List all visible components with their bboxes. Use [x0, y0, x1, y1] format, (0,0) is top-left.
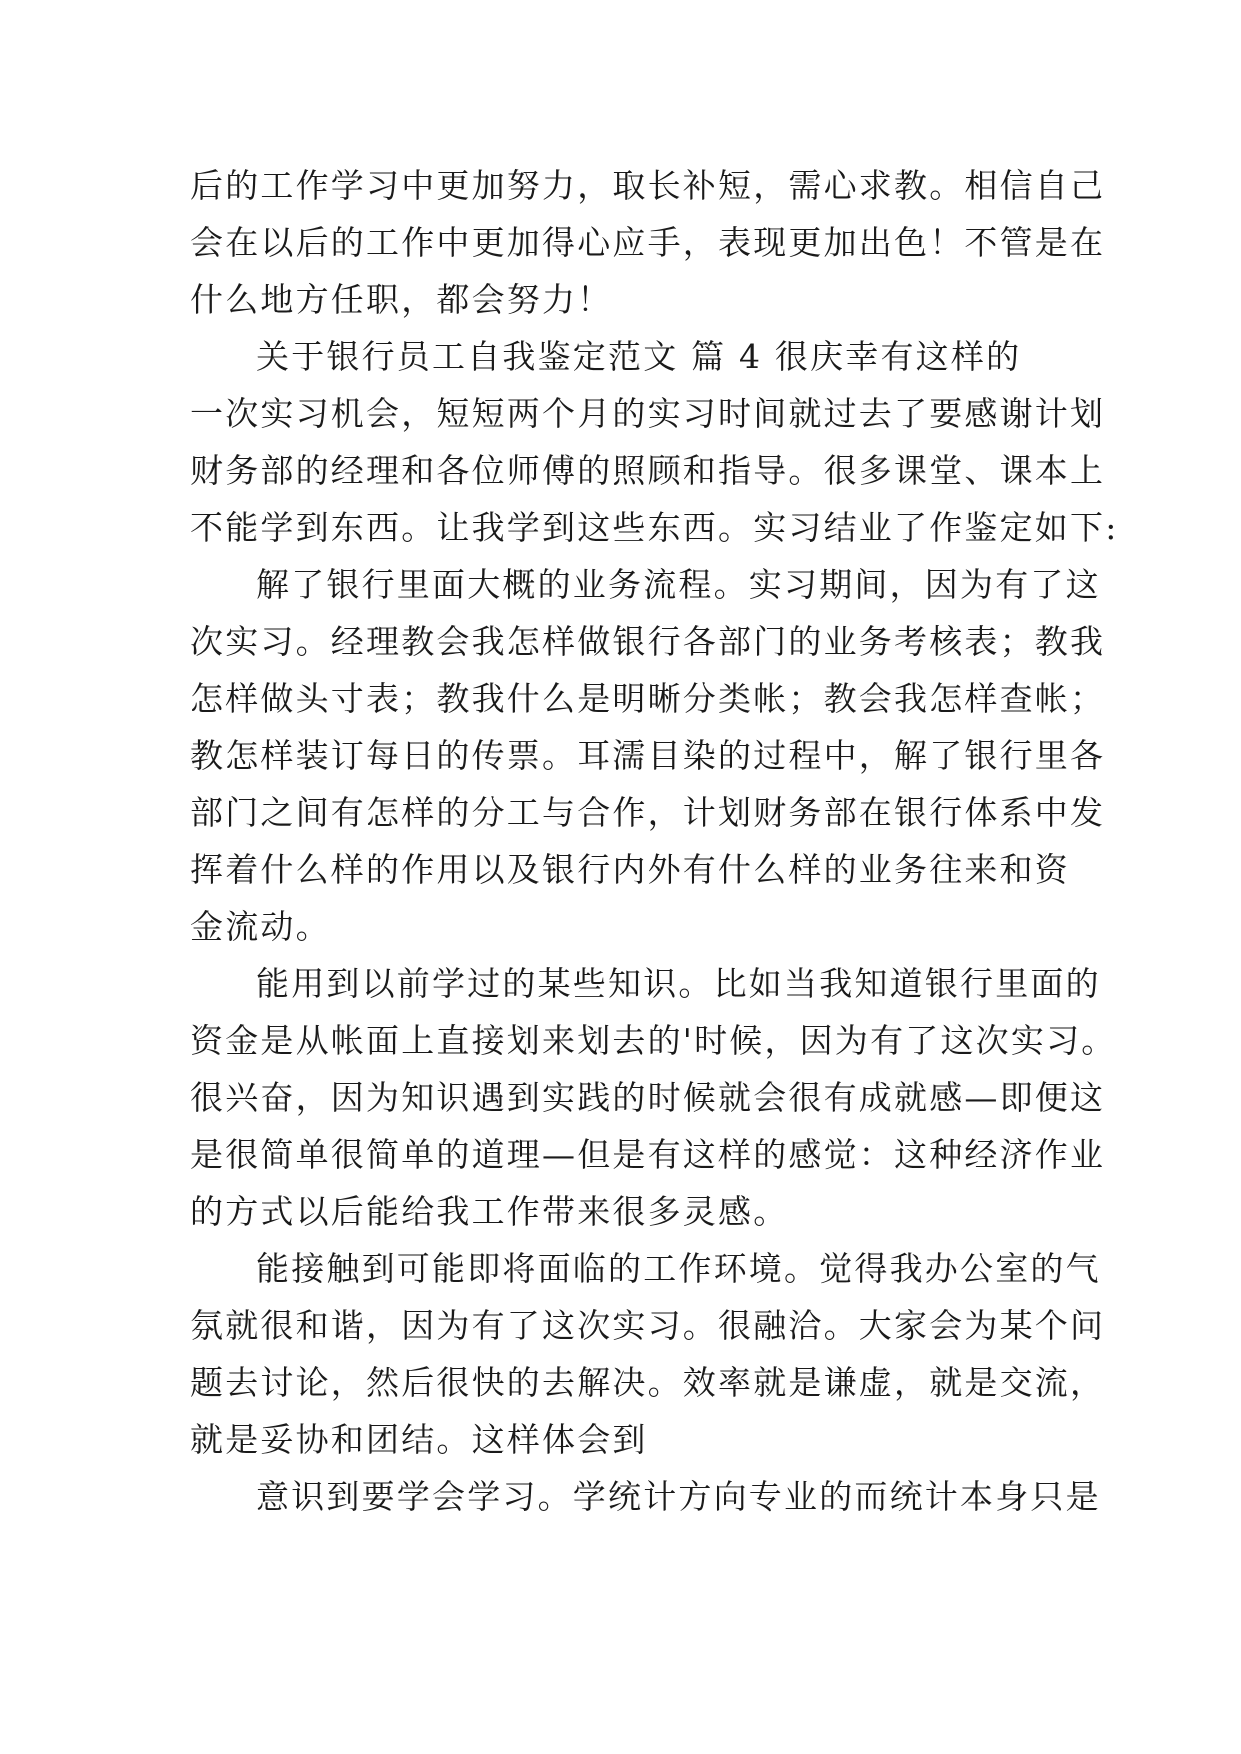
text-line: 什么地方任职，都会努力！ [190, 280, 613, 319]
text-line: 财务部的经理和各位师傅的照顾和指导。很多课堂、课本上 [190, 451, 1106, 490]
paragraph-start-line: 意识到要学会学习。学统计方向专业的而统计本身只是 [256, 1477, 1101, 1516]
text-line: 资金是从帐面上直接划来划去的'时候，因为有了这次实习。 [190, 1021, 1117, 1060]
text-line: 教怎样装订每日的传票。耳濡目染的过程中，解了银行里各 [190, 736, 1106, 775]
text-line: 就是妥协和团结。这样体会到 [190, 1420, 648, 1459]
paragraph-start-line: 能用到以前学过的某些知识。比如当我知道银行里面的 [256, 964, 1101, 1003]
text-line: 挥着什么样的作用以及银行内外有什么样的业务往来和资 [190, 850, 1070, 889]
text-line: 怎样做头寸表；教我什么是明晰分类帐；教会我怎样查帐； [190, 679, 1106, 718]
text-line: 的方式以后能给我工作带来很多灵感。 [190, 1192, 789, 1231]
text-line: 一次实习机会，短短两个月的实习时间就过去了要感谢计划 [190, 394, 1106, 433]
text-line: 会在以后的工作中更加得心应手，表现更加出色！不管是在 [190, 223, 1106, 262]
text-line: 部门之间有怎样的分工与合作，计划财务部在银行体系中发 [190, 793, 1106, 832]
text-line: 是很简单很简单的道理—但是有这样的感觉：这种经济作业 [190, 1135, 1106, 1174]
paragraph-start-line: 解了银行里面大概的业务流程。实习期间，因为有了这 [256, 565, 1101, 604]
text-line: 次实习。经理教会我怎样做银行各部门的业务考核表；教我 [190, 622, 1106, 661]
text-line: 很兴奋，因为知识遇到实践的时候就会很有成就感—即便这 [190, 1078, 1106, 1117]
text-line: 题去讨论，然后很快的去解决。效率就是谦虚，就是交流， [190, 1363, 1106, 1402]
text-line: 氛就很和谐，因为有了这次实习。很融洽。大家会为某个问 [190, 1306, 1106, 1345]
section-heading-line: 关于银行员工自我鉴定范文 篇 4 很庆幸有这样的 [256, 337, 1022, 376]
text-line: 后的工作学习中更加努力，取长补短，需心求教。相信自己 [190, 166, 1106, 205]
text-line: 不能学到东西。让我学到这些东西。实习结业了作鉴定如下: [190, 508, 1119, 547]
text-line: 金流动。 [190, 907, 331, 946]
paragraph-start-line: 能接触到可能即将面临的工作环境。觉得我办公室的气 [256, 1249, 1101, 1288]
